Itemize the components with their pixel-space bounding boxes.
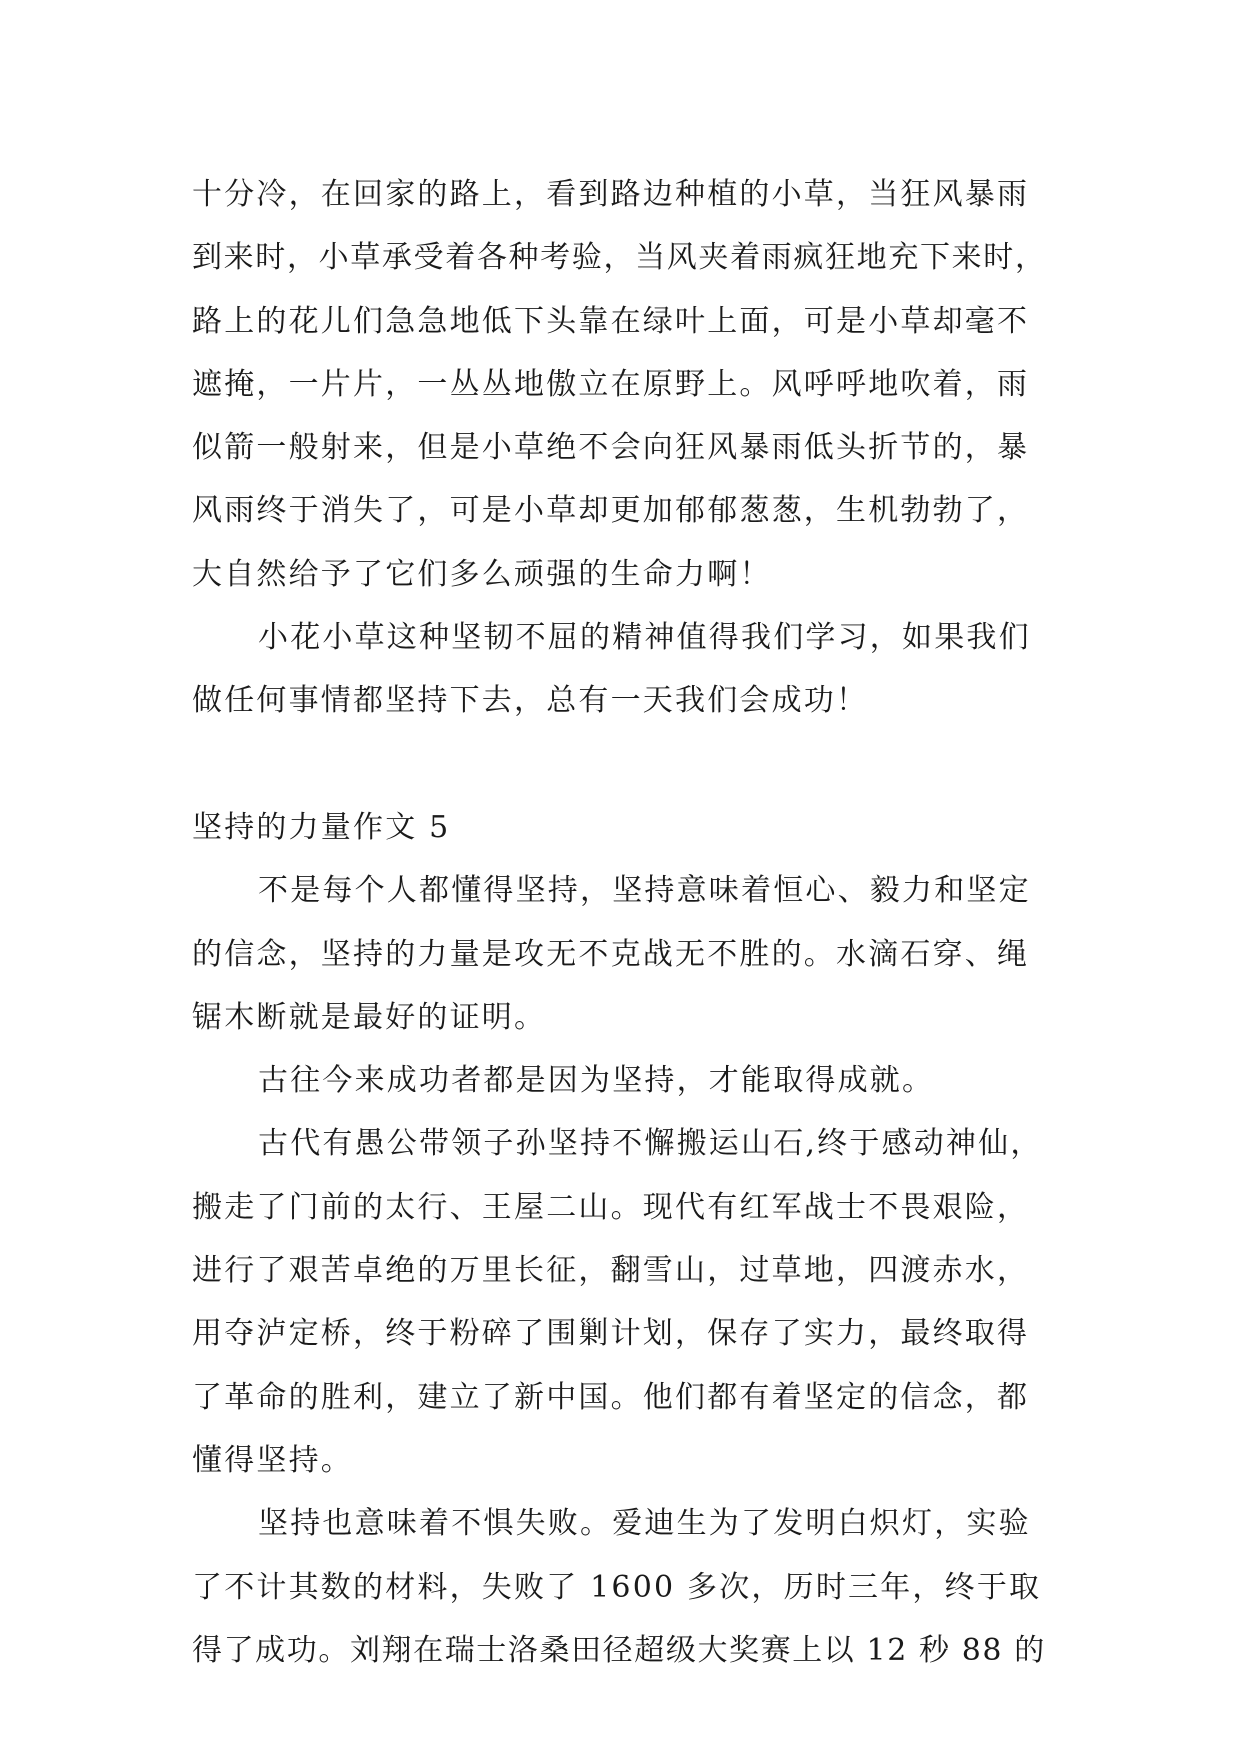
document-body: [192, 163, 1052, 1682]
text-line: 的信念，坚持的力量是攻无不克战无不胜的。水滴石穿、绳: [192, 936, 1030, 972]
paragraph-gap: [192, 733, 1052, 796]
text-line: 大自然给予了它们多么顽强的生命力啊！: [192, 556, 772, 592]
text-line: 了革命的胜利，建立了新中国。他们都有着坚定的信念，都: [192, 1379, 1030, 1415]
text-line: 遮掩，一片片，一丛丛地傲立在原野上。风呼呼地吹着，雨: [192, 366, 1030, 402]
paragraph-first-line: 不是每个人都懂得坚持，坚持意味着恒心、毅力和坚定: [258, 873, 1031, 909]
text-line: 懂得坚持。: [192, 1442, 353, 1478]
paragraph-first-line: 古往今来成功者都是因为坚持，才能取得成就。: [258, 1063, 935, 1099]
paragraph-first-line: 古代有愚公带领子孙坚持不懈搬运山石,终于感动神仙，: [258, 1126, 1043, 1162]
text-line: 十分冷，在回家的路上，看到路边种植的小草，当狂风暴雨: [192, 177, 1030, 212]
text-line: 得了成功。刘翔在瑞士洛桑田径超级大奖赛上以 12 秒 88 的: [192, 1632, 1046, 1668]
text-line: 路上的花儿们急急地低下头靠在绿叶上面，可是小草却毫不: [192, 303, 1030, 339]
text-line: 似箭一般射来，但是小草绝不会向狂风暴雨低头折节的，暴: [192, 430, 1030, 466]
text-line: 了不计其数的材料，失败了 1600 多次，历时三年，终于取: [192, 1569, 1042, 1605]
text-line: 到来时，小草承受着各种考验，当风夹着雨疯狂地充下来时，: [192, 240, 1047, 276]
text-line: 锯木断就是最好的证明。: [192, 999, 547, 1035]
text-line: 用夺泸定桥，终于粉碎了围剿计划，保存了实力，最终取得: [192, 1316, 1030, 1352]
text-line: 风雨终于消失了，可是小草却更加郁郁葱葱，生机勃勃了，: [192, 493, 1030, 529]
paragraph-first-line: 坚持也意味着不惧失败。爱迪生为了发明白炽灯，实验: [258, 1506, 1031, 1542]
text-line: 进行了艰苦卓绝的万里长征，翻雪山，过草地，四渡赤水，: [192, 1253, 1030, 1289]
section-heading: 坚持的力量作文 5: [192, 809, 451, 845]
text-line: 做任何事情都坚持下去，总有一天我们会成功！: [192, 683, 869, 719]
paragraph-first-line: 小花小草这种坚韧不屈的精神值得我们学习，如果我们: [258, 620, 1031, 656]
text-line: 搬走了门前的太行、王屋二山。现代有红军战士不畏艰险，: [192, 1189, 1030, 1225]
